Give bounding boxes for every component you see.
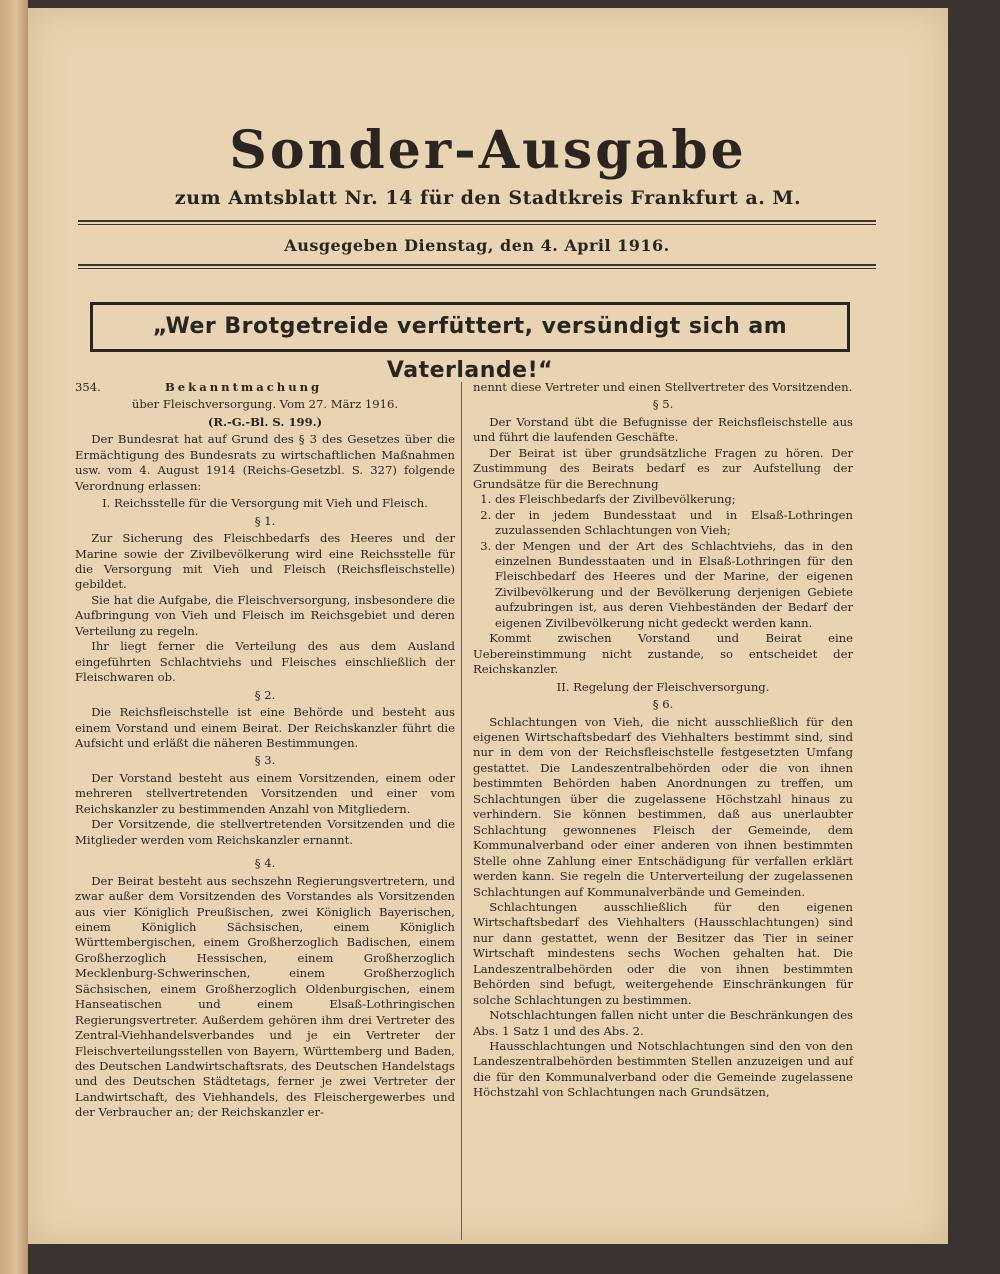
list-item: 3. der Mengen und der Art des Schlachtviehs, das in den einzelnen Bundesstaaten und in Elsaß-Lothringen für den Fleischbedarf des Heeres und der Marine, der eigenen Zivilbevölkerung und der Bevölkerung derjenigen Gebiete aufzubringen ist, aus deren Viehbeständen der Bedarf der eigenen Zivilbevölkerung nicht gedeckt werden kann. [495,539,853,632]
paragraph-1c: Ihr liegt ferner die Verteilung des aus dem Ausland eingeführten Schlachtviehs und Fleisches einschließlich der Fleischwaren ob. [75,639,455,685]
issue-date: Ausgegeben Dienstag, den 4. April 1916. [284,236,670,255]
criteria-list [473,492,853,631]
paragraph-6d: Hausschlachtungen und Notschlachtungen sind den von den Landeszentralbehörden bestimmten Stellen anzuzeigen und auf die für den Kommunalverband oder die Gemeinde zugelassene Höchstzahl von Schlachtungen nach Grundsätzen, [473,1039,853,1100]
paragraph-2-head: § 2. [254,687,276,702]
main-title: Sonder-Ausgabe [229,120,747,181]
masthead [28,120,948,209]
paragraph-3b: Der Vorsitzende, die stellvertretenden Vorsitzenden und die Mitglieder werden vom Reichskanzler ernannt. [75,817,455,847]
paragraph-5b: Der Beirat ist über grundsätzliche Fragen zu hören. Der Zustimmung des Beirats bedarf es zur Aufstellung der Grundsätze für die Berechnung [473,445,853,491]
section-1-title: I. Reichsstelle für die Versorgung mit Vieh und Fleisch. [102,496,428,511]
intro-paragraph: Der Bundesrat hat auf Grund des § 3 des Gesetzes über die Ermächtigung des Bundesrats zu wirtschaftlichen Maßnahmen usw. vom 4. August 1914 (Reichs-Gesetzbl. S. 327) folgende Verordnung erlassen: [75,432,455,493]
paragraph-1a: Zur Sicherung des Fleischbedarfs des Heeres und der Marine sowie der Zivilbevölkerung wird eine Reichsstelle für die Versorgung mit Vieh und Fleisch (Reichsfleischstelle) gebildet. [75,531,455,592]
paragraph-3a: Der Vorstand besteht aus einem Vorsitzenden, einem oder mehreren stellvertretenden Vorsitzenden und einer vom Reichskanzler zu bestimmenden Anzahl von Mitgliedern. [75,770,455,816]
slogan-box [90,302,850,383]
announcement-number: 354. [75,380,101,394]
right-column [473,380,853,1101]
continuation-text: nennt diese Vertreter und einen Stellvertreter des Vorsitzenden. [473,380,853,394]
announcement-title: Bekanntmachung [165,380,323,394]
paragraph-4-head: § 4. [254,856,276,871]
rule-bottom-thin [78,268,876,269]
masthead-subtitle: zum Amtsblatt Nr. 14 für den Stadtkreis Frankfurt a. M. [174,187,802,209]
document-page [28,8,948,1244]
announcement-subject: über Fleischversorgung. Vom 27. März 1916. [131,397,399,412]
paragraph-5a: Der Vorstand übt die Befugnisse der Reichsfleischstelle aus und führt die laufenden Geschäfte. [473,414,853,445]
paragraph-3-head: § 3. [254,753,276,768]
paragraph-6c: Notschlachtungen fallen nicht unter die Beschränkungen des Abs. 1 Satz 1 und des Abs. 2. [473,1008,853,1038]
rule-top-thin [78,224,876,225]
column-divider [461,382,462,1240]
paragraph-5c: Kommt zwischen Vorstand und Beirat eine Uebereinstimmung nicht zustande, so entscheidet der Reichskanzler. [473,631,853,677]
left-column [75,380,455,1121]
paragraph-4: Der Beirat besteht aus sechszehn Regierungsvertretern, und zwar außer dem Vorsitzenden des Vorstandes als Vorsitzenden aus vier Königlich Preußischen, zwei Königlich Bayerischen, einem Königlich Sächsischen, einem Königlich Württembergischen, einem Großherzoglich Badischen, einem Großherzoglich Hessischen, einem Großherzoglich Mecklenburg-Schwerinschen, einem Großherzoglich Sächsischen, einem Großherzoglich Oldenburgischen, einem Hanseatischen und einem Elsaß-Lothringischen Regierungsvertreter. Außerdem gehören ihm drei Vertreter des Zentral-Viehhandelsverbandes und je ein Vertreter der Fleischverteilungsstellen von Bayern, Württemberg und Baden, des Deutschen Landwirtschaftsrats, des Deutschen Handelstags und des Deutschen Städtetags, ferner je zwei Vertreter der Landwirtschaft, des Viehhandels, des Fleischergewerbes und der Verbraucher an; der Reichskanzler er- [75,873,455,1120]
paragraph-1b: Sie hat die Aufgabe, die Fleischversorgung, insbesondere die Aufbringung von Vieh und Fleisch im Reichsgebiet und deren Verteilung zu regeln. [75,592,455,638]
slogan-text: „Wer Brotgetreide verfüttert, versündigt sich am Vaterlande!“ [152,314,788,383]
announcement-heading [75,380,455,395]
section-2-title: II. Regelung der Fleischversorgung. [556,679,770,694]
paragraph-5-head: § 5. [652,397,674,412]
rule-top [78,220,876,222]
paragraph-6-head: § 6. [652,697,674,712]
paragraph-6b: Schlachtungen ausschließlich für den eigenen Wirtschaftsbedarf des Viehhalters (Hausschlachtungen) sind nur dann gestattet, wenn der Besitzer das Tier in seiner Wirtschaft mindestens sechs Wochen gehalten hat. Die Landeszentralbehörden oder die von ihnen bestimmten Behörden sind befugt, weitergehende Einschränkungen für solche Schlachtungen zu bestimmen. [473,899,853,1007]
paragraph-2: Die Reichsfleischstelle ist eine Behörde und besteht aus einem Vorstand und einem Beirat. Der Reichskanzler führt die Aufsicht und erläßt die näheren Bestimmungen. [75,705,455,750]
list-item: 2. der in jedem Bundesstaat und in Elsaß-Lothringen zuzulassenden Schlachtungen von Vieh; [495,508,853,539]
binding-edge [0,0,28,1274]
list-item: 1. des Fleischbedarfs der Zivilbevölkerung; [495,492,853,507]
rule-bottom [78,264,876,266]
announcement-reference: (R.-G.-Bl. S. 199.) [207,414,323,429]
paragraph-1-head: § 1. [254,513,276,528]
paragraph-6a: Schlachtungen von Vieh, die nicht ausschließlich für den eigenen Wirtschaftsbedarf des Viehhalters bestimmt sind, sind nur in dem von der Reichsfleischstelle festgesetzten Umfang gestattet. Die Landeszentralbehörden oder die von ihnen bestimmten Behörden haben Anordnungen zu treffen, um Schlachtungen über die zugelassene Höchstzahl hinaus zu verhindern. Sie können bestimmen, daß aus unerlaubter Schlachtung gewonnenes Fleisch der Gemeinde, dem Kommunalverband oder einer anderen von ihnen bestimmten Stelle ohne Zahlung einer Entschädigung für verfallen erklärt werden kann. Sie regeln die Unterverteilung der zugelassenen Schlachtungen auf Kommunalverbände und Gemeinden. [473,714,853,899]
